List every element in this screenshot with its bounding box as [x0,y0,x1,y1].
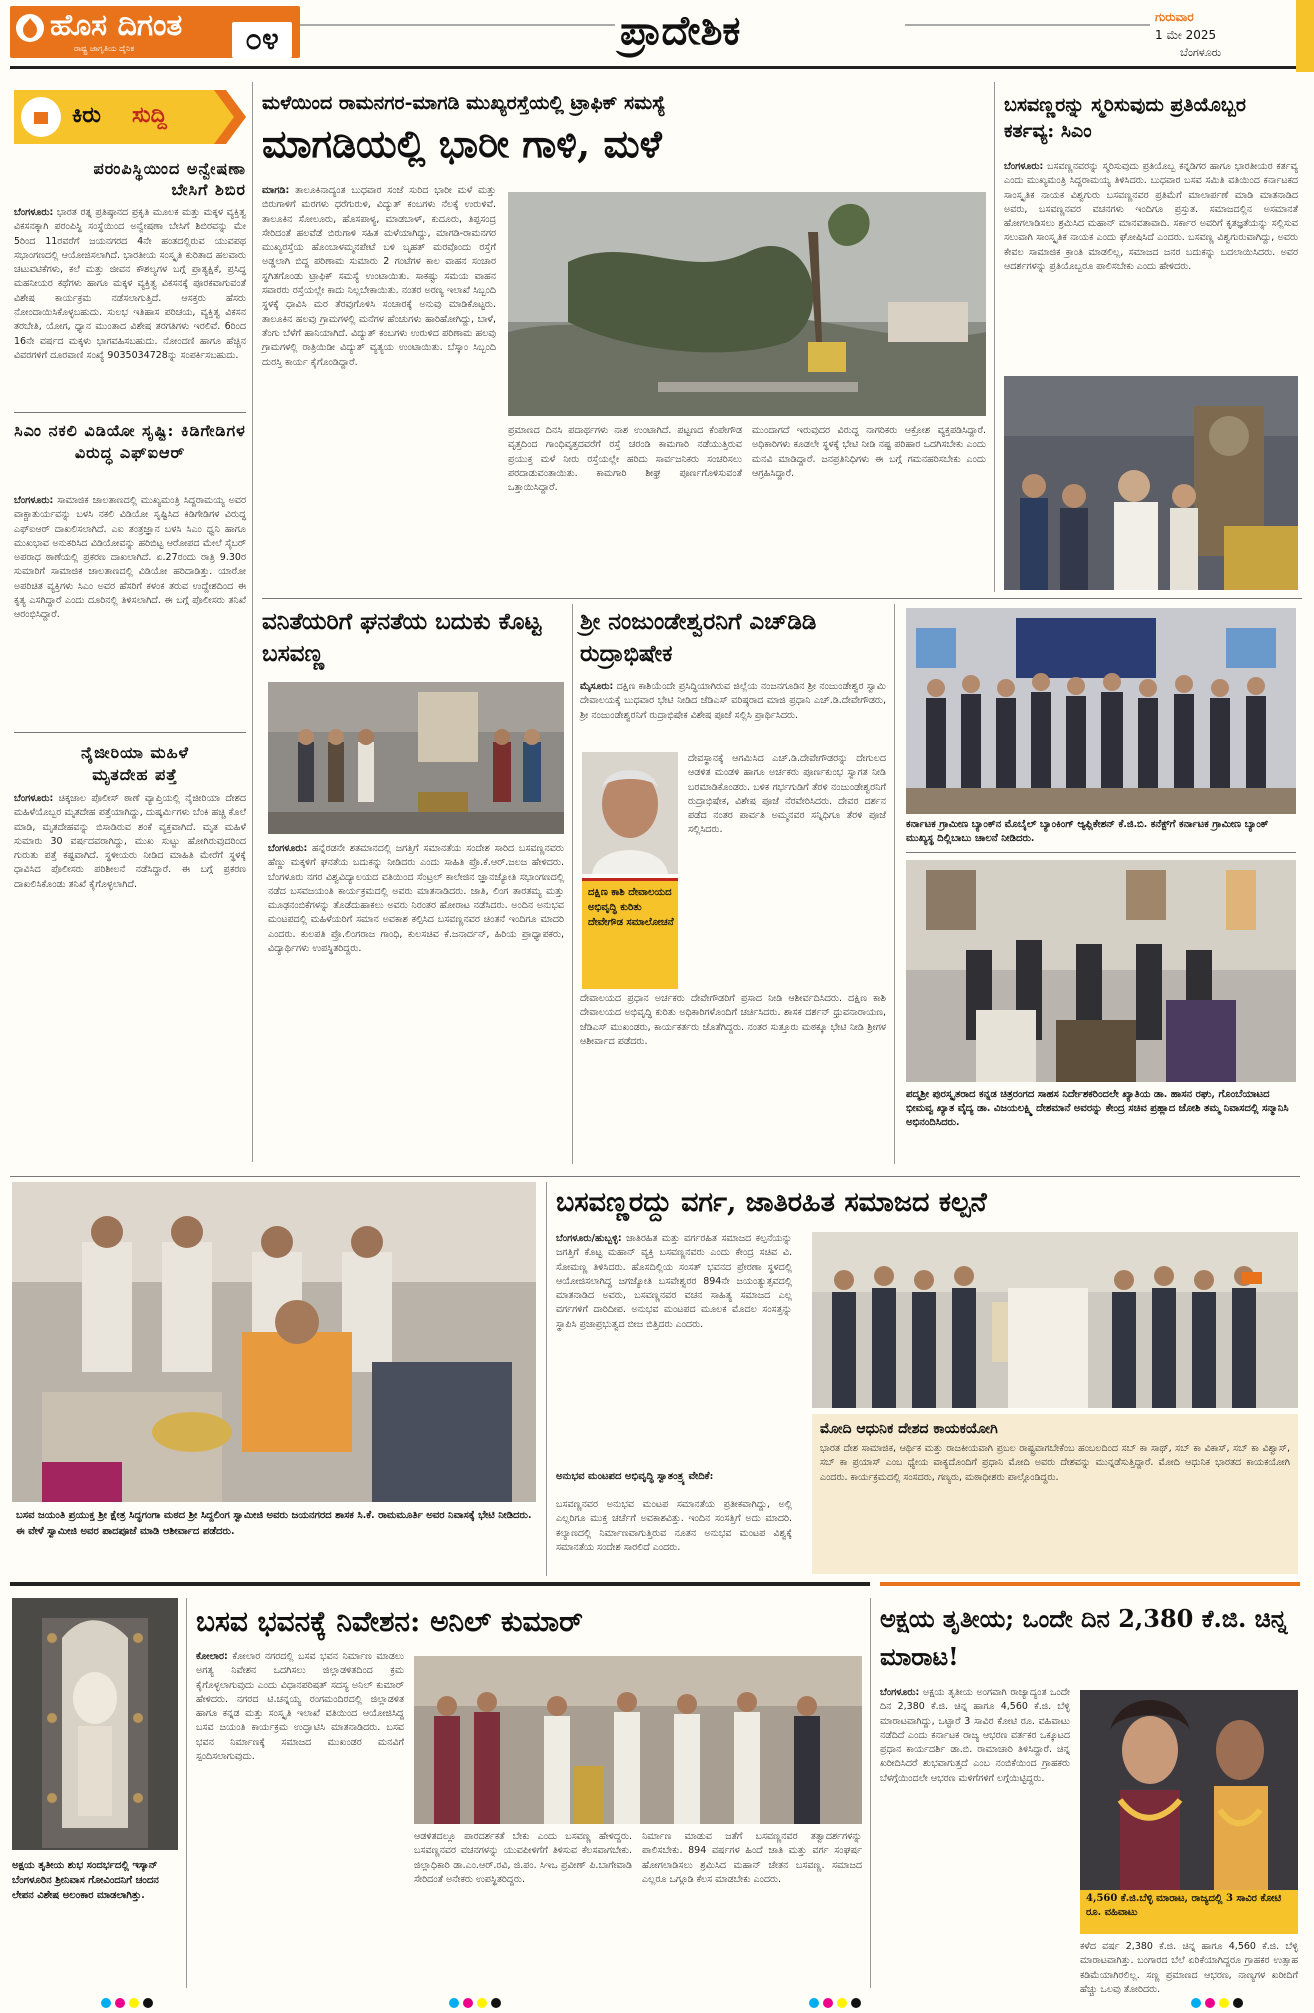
basava-bhavana-text-mid: ಆಡಳಿತದಲ್ಲೂ ಪಾರದರ್ಶಕತೆ ಬೇಕು ಎಂದು ಬಸವಣ್ಣ ಹೇಳಿದ್ದರು. ಬಸವಣ್ಣನವರ ವಚನಗಳನ್ನು ಯುವಪೀಳಿಗೆಗೆ ತಿಳಿಸುವ ಕೆಲಸವಾಗಬೇಕು. ಜಿಲ್ಲಾಧಿಕಾರಿ ಡಾ.ಎಂ.ಆರ್.ರವಿ, ಜಿ.ಪಂ. ಸಿಇಒ ಪ್ರವೀಣ್ ಪಿ.ಬಾಗೇವಾಡಿ ಸೇರಿದಂತೆ ಅನೇಕರು ಉಪಸ್ಥಿತರಿದ್ದರು. [414,1831,632,1885]
brief-2-text: ಸಾಮಾಜಿಕ ಜಾಲತಾಣದಲ್ಲಿ ಮುಖ್ಯಮಂತ್ರಿ ಸಿದ್ದರಾಮಯ್ಯ ಅವರ ವಾಕ್ಚಾತುರ್ಯವನ್ನು ಬಳಸಿ ನಕಲಿ ವಿಡಿಯೋ ಸೃಷ್ಟಿಸಿದ ಕಿಡಿಗೇಡಿಗಳ ವಿರುದ್ಧ ಎಫ್‌ಐಆರ್ ದಾಖಲಿಸಲಾಗಿದೆ. ಎಐ ತಂತ್ರಜ್ಞಾನ ಬಳಸಿ ಸಿಎಂ ಧ್ವನಿ ಹಾಗೂ ಮುಖಭಾವ ಅನುಕರಿಸಿದ ವಿಡಿಯೋವನ್ನು ಹರಿಬಿಟ್ಟ ಆರೋಪದ ಮೇಲೆ ಸೈಬರ್ ಅಪರಾಧ ಠಾಣೆಯಲ್ಲಿ ಪ್ರಕರಣ ದಾಖಲಾಗಿದೆ. ಏ.27ರಂದು ರಾತ್ರಿ 9.30ರ ಸುಮಾರಿಗೆ ಸಾಮಾಜಿಕ ಜಾಲತಾಣದಲ್ಲಿ ವಿಡಿಯೋ ಹರಿದಾಡಿತ್ತು. ಯಾರೋ ಅಪರಿಚಿತ ವ್ಯಕ್ತಿಗಳು ಸಿಎಂ ಅವರ ಹೆಸರಿಗೆ ಕಳಂಕ ತರುವ ಉದ್ದೇಶದಿಂದ ಈ ಕೃತ್ಯ ಎಸಗಿದ್ದಾರೆ ಎಂದು ದೂರಿನಲ್ಲಿ ತಿಳಿಸಲಾಗಿದೆ. ಈ ಬಗ್ಗೆ ಪೊಲೀಸರು ತನಿಖೆ ಆರಂಭಿಸಿದ್ದಾರೆ. [14,495,246,621]
women-event-photo [268,682,564,834]
brief-3-text: ಚಿಕ್ಕಜಾಲ ಪೊಲೀಸ್ ಠಾಣೆ ವ್ಯಾಪ್ತಿಯಲ್ಲಿ ನೈಜೀರಿಯಾ ದೇಶದ ಮಹಿಳೆಯೊಬ್ಬರ ಮೃತದೇಹ ಪತ್ತೆಯಾಗಿದ್ದು, ದುಷ್ಕರ್ಮಿಗಳು ಬೆಂಕಿ ಹಚ್ಚಿ ಕೊಲೆ ಮಾಡಿ, ಮೃತದೇಹವನ್ನು ಬಿಸಾಡಿರುವ ಶಂಕೆ ವ್ಯಕ್ತವಾಗಿದೆ. ಮೃತ ಮಹಿಳೆ ಸುಮಾರು 30 ವರ್ಷದವರಾಗಿದ್ದು, ಮುಖ ಸುಟ್ಟು ಹೋಗಿರುವುದರಿಂದ ಗುರುತು ಪತ್ತೆ ಕಷ್ಟವಾಗಿದೆ. ಸ್ಥಳೀಯರು ನೀಡಿದ ಮಾಹಿತಿ ಮೇರೆಗೆ ಸ್ಥಳಕ್ಕೆ ಧಾವಿಸಿದ ಪೊಲೀಸರು ಪರಿಶೀಲನೆ ನಡೆಸಿದ್ದಾರೆ. ಈ ಬಗ್ಗೆ ಪ್ರಕರಣ ದಾಖಲಿಸಿಕೊಂಡು ತನಿಖೆ ಕೈಗೊಳ್ಳಲಾಗಿದೆ. [14,793,247,890]
edge-tab [1296,0,1314,72]
somanna-dateline: ಬೆಂಗಳೂರು/ಹುಬ್ಬಳ್ಳಿ: [556,1233,622,1244]
lead-text-mid: ಪ್ರಮಾಣದ ದಿನಸಿ ಪದಾರ್ಥಗಳು ನಾಶ ಉಂಟಾಗಿದೆ. ಪಟ್ಟಣದ ಕೆಂಪೇಗೌಡ ವೃತ್ತದಿಂದ ಗಾಂಧಿವೃತ್ತದವರೆಗೆ ರಸ್ತೆ ಚರಂಡಿ ಕಾಮಗಾರಿ ನಡೆಯುತ್ತಿರುವ ಪ್ರಯುಕ್ತ ಮಳೆ ನೀರು ರಸ್ತೆಯಲ್ಲೇ ಹರಿದು ಸಾರ್ವಜನಿಕರು ಸಂಚರಿಸಲು ಪರದಾಡುವಂತಾಯಿತು. ಕಾಮಗಾರಿ ಶೀಘ್ರ ಪೂರ್ಣಗೊಳಿಸುವಂತೆ ಒತ್ತಾಯಿಸಿದ್ದಾರೆ. [508,425,742,494]
padmashri-caption: ಪದ್ಮಶ್ರೀ ಪುರಸ್ಕೃತರಾದ ಕನ್ನಡ ಚಿತ್ರರಂಗದ ಸಾಹಸ ನಿರ್ದೇಶಕರಿಂದಲೇ ಖ್ಯಾತಿಯ ಡಾ. ಹಾಸನ ರಘು, ಗೊಂಬೆಯಾಟದ ಭೀಮವ್ವ ಖ್ಯಾತ ವೈದ್ಯ ಡಾ. ವಿಜಯಲಕ್ಷ್ಮಿ ದೇಶಮಾನೆ ಅವರನ್ನು ಕೇಂದ್ರ ಸಚಿವ ಪ್ರಹ್ಲಾದ ಜೋಶಿ ತಮ್ಮ ನಿವಾಸದಲ್ಲಿ ಸನ್ಮಾನಿಸಿ ಅಭಿನಂದಿಸಿದರು. [906,1089,1289,1128]
brand-name: ಹೊಸ ದಿಗಂತ [50,8,183,43]
registration-marks-far-right [1190,1994,1246,2013]
hdd-portrait-photo [582,752,678,874]
brief-2-body [14,494,246,726]
bottom-color-bar-left [10,1582,870,1586]
gold-dateline: ಬೆಂಗಳೂರು: [880,1687,920,1698]
brief-3-body [14,792,246,932]
registration-marks-center [448,1994,504,2013]
modi-text: ಭಾರತ ದೇಶ ಸಾಮಾಜಿಕ, ಆರ್ಥಿಕ ಮತ್ತು ರಾಜಕೀಯವಾಗಿ ಪ್ರಬಲ ರಾಷ್ಟ್ರವಾಗಬೇಕೆಂಬ ಹಂಬಲದಿಂದ ಸಬ್ ಕಾ ಸಾಥ್, ಸಬ್ ಕಾ ವಿಕಾಸ್, ಸಬ್ ಕಾ ವಿಶ್ವಾಸ್, ಸಬ್ ಕಾ ಪ್ರಯಾಸ್ ಎಂಬ ಧ್ಯೇಯ ವಾಕ್ಯದೊಂದಿಗೆ ಪ್ರಧಾನಿ ಮೋದಿ ಅವರು ದೇಶವನ್ನು ಮುನ್ನಡೆಸುತ್ತಿದ್ದಾರೆ. ಮೋದಿ ಆಧುನಿಕ ಭಾರತದ ಕಾಯಕಯೋಗಿ ಎಂದರು. ಕಾರ್ಯಕ್ರಮದಲ್ಲಿ ಸಂಸದರು, ಗಣ್ಯರು, ಮಠಾಧೀಶರು ಪಾಲ್ಗೊಂಡಿದ್ದರು. [820,1443,1290,1483]
women-text: ಹನ್ನೆರಡನೇ ಶತಮಾನದಲ್ಲಿ ಜಗತ್ತಿಗೆ ಸಮಾನತೆಯ ಸಂದೇಶ ಸಾರಿದ ಬಸವಣ್ಣನವರು ಹೆಣ್ಣು ಮಕ್ಕಳಿಗೆ ಘನತೆಯ ಬದುಕನ್ನು ನೀಡಿದರು ಎಂದು ಸಾಹಿತಿ ಪ್ರೊ.ಕೆ.ಆರ್.ಜಲಜ ಹೇಳಿದರು. ಬೆಂಗಳೂರು ನಗರ ವಿಶ್ವವಿದ್ಯಾಲಯದ ವತಿಯಿಂದ ಸೆಂಟ್ರಲ್ ಕಾಲೇಜಿನ ಜ್ಞಾನಜ್ಯೋತಿ ಸಭಾಂಗಣದಲ್ಲಿ ನಡೆದ ಬಸವಜಯಂತಿ ಕಾರ್ಯಕ್ರಮದಲ್ಲಿ ಅವರು ಮಾತನಾಡಿದರು. ಜಾತಿ, ಲಿಂಗ ತಾರತಮ್ಯ ಮತ್ತು ಮೂಢನಂಬಿಕೆಗಳನ್ನು ತೊಡೆದುಹಾಕಲು ಅವರು ನಿರಂತರ ಹೋರಾಟ ನಡೆಸಿದರು. ಅಂದಿನ ಅನುಭವ ಮಂಟಪದಲ್ಲಿ ಮಹಿಳೆಯರಿಗೆ ಸಮಾನ ಅವಕಾಶ ಕಲ್ಪಿಸಿದ ಬಸವಣ್ಣನವರ ಚಿಂತನೆ ಇಂದಿಗೂ ಮಾದರಿ ಎಂದರು. ಕುಲಪತಿ ಪ್ರೊ.ಲಿಂಗರಾಜ ಗಾಂಧಿ, ಕುಲಸಚಿವ ಕೆ.ಜನಾರ್ದನ್, ಹಿರಿಯ ಪ್ರಾಧ್ಯಾಪಕರು, ವಿದ್ಯಾರ್ಥಿಗಳು ಉಪಸ್ಥಿತರಿದ್ದರು. [268,843,564,955]
basava-bhavana-text-right: ನಿರ್ಮಾಣ ಮಾಡುವ ಜತೆಗೆ ಬಸವಣ್ಣನವರ ತತ್ವಾದರ್ಶಗಳನ್ನು ಪಾಲಿಸಬೇಕು. 894 ವರ್ಷಗಳ ಹಿಂದೆ ಜಾತಿ ಮತ್ತು ವರ್ಗ ಸಂಘರ್ಷ ಹೋಗಲಾಡಿಸಲು ಶ್ರಮಿಸಿದ ಮಹಾನ್ ಚೇತನ ಬಸವಣ್ಣ. ಸಮಾಜದ ಎಲ್ಲರೂ ಒಗ್ಗೂಡಿ ಕೆಲಸ ಮಾಡಬೇಕು ಎಂದರು. [642,1831,862,1885]
cm-body [1004,160,1298,370]
brief-2-dateline: ಬೆಂಗಳೂರು: [14,495,54,506]
registration-marks-left [100,1994,156,2013]
brief-1-text: ಭಾರತ ರತ್ನ ಪ್ರತಿಷ್ಠಾನದ ಪ್ರಕೃತಿ ಮೂಲಕ ಮತ್ತು ಮಕ್ಕಳ ವ್ಯಕ್ತಿತ್ವ ವಿಕಸನಕ್ಕಾಗಿ ಪರಂಪಿಸ್ಥಿ ಸಂಸ್ಥೆಯಿಂದ ಅನ್ವೇಷಣಾ ಬೇಸಿಗೆ ಶಿಬಿರವನ್ನು ಮೇ 5ರಿಂದ 11ರವರೆಗೆ ಜಯನಗರದ 4ನೇ ಹಂತದಲ್ಲಿರುವ ಯುವಪಥ ಸಭಾಂಗಣದಲ್ಲಿ ಆಯೋಜಿಸಲಾಗಿದೆ. ಭಾರತೀಯ ಸಂಸ್ಕೃತಿ ಕುರಿತಾದ ಹಲವಾರು ಚಟುವಟಿಕೆಗಳು, ಕಲೆ ಮತ್ತು ಜೀವನ ಕೌಶಲ್ಯಗಳ ಬಗ್ಗೆ ಪ್ರಾತ್ಯಕ್ಷಿಕೆ, ಪ್ರಸಿದ್ಧ ಮಹನೀಯರ ಕಥೆಗಳು ಹಾಗೂ ಮಕ್ಕಳ ವ್ಯಕ್ತಿತ್ವ ವಿಕಸನಕ್ಕೆ ಪೂರಕವಾಗುವಂತೆ ವಿಶೇಷ ಕಾರ್ಯಕ್ರಮ ನಡೆಸಲಾಗುತ್ತಿದೆ. ಆಸಕ್ತರು ಹೆಸರು ನೋಂದಾಯಿಸಿಕೊಳ್ಳಬಹುದು. ಸುಲಭ ಇತಿಹಾಸ ಪರಿಚಯ, ವ್ಯಕ್ತಿತ್ವ ವಿಕಸನ ತರಬೇತಿ, ಯೋಗ, ಧ್ಯಾನ ಮುಂತಾದ ವಿಶೇಷ ತರಗತಿಗಳು ಇರಲಿವೆ. 6ರಿಂದ 16ನೇ ವರ್ಷದ ಮಕ್ಕಳು ಭಾಗವಹಿಸಬಹುದು. ನೋಂದಣಿ ಹಾಗೂ ಹೆಚ್ಚಿನ ವಿವರಗಳಿಗೆ ದೂರವಾಣಿ ಸಂಖ್ಯೆ 9035034728ನ್ನು ಸಂಪರ್ಕಿಸಬಹುದು. [14,207,246,361]
brief-3-dateline: ಬೆಂಗಳೂರು: [14,793,54,804]
lead-body-left [262,184,496,592]
modi-box [812,1414,1298,1574]
somanna-text: ಜಾತಿರಹಿತ ಮತ್ತು ವರ್ಗರಹಿತ ಸಮಾಜದ ಕಲ್ಪನೆಯನ್ನು ಜಗತ್ತಿಗೆ ಕೊಟ್ಟ ಮಹಾನ್ ವ್ಯಕ್ತಿ ಬಸವಣ್ಣನವರು ಎಂದು ಕೇಂದ್ರ ಸಚಿವ ವಿ. ಸೋಮಣ್ಣ ತಿಳಿಸಿದರು. ಹೊಸದಿಲ್ಲಿಯ ಸಂಸತ್ ಭವನದ ಪ್ರೇರಣಾ ಸ್ಥಳದಲ್ಲಿ ಆಯೋಜಿಸಲಾಗಿದ್ದ ಜಗಜ್ಯೋತಿ ಬಸವೇಶ್ವರರ 894ನೇ ಜಯಂತ್ಯುತ್ಸವದಲ್ಲಿ ಮಾತನಾಡಿದ ಅವರು, ಬಸವಣ್ಣನವರ ವಚನ ಸಾಹಿತ್ಯ ಸಮಾಜದ ಎಲ್ಲ ವರ್ಗಗಳಿಗೆ ದಾರಿದೀಪ. ಅನುಭವ ಮಂಟಪದ ಮೂಲಕ ಮೊದಲ ಸಂಸತ್ತನ್ನು ಸ್ಥಾಪಿಸಿ ಪ್ರಜಾಪ್ರಭುತ್ವದ ಬೀಜ ಬಿತ್ತಿದರು ಎಂದರು. [556,1233,792,1330]
row-divider-2 [10,1176,1300,1177]
somanna-subhead: ಅನುಭವ ಮಂಟಪದ ಅಭಿವೃದ್ಧಿ ಸ್ವಾತಂತ್ರ್ಯ ವೇದಿಕೆ: [556,1471,714,1482]
basava-bhavana-body-right [642,1830,862,1988]
hdd-quote-box [582,878,678,989]
somanna-text-2: ಬಸವಣ್ಣನವರ ಅನುಭವ ಮಂಟಪ ಸಮಾನತೆಯ ಪ್ರತೀಕವಾಗಿದ್ದು, ಅಲ್ಲಿ ಎಲ್ಲರಿಗೂ ಮುಕ್ತ ಚರ್ಚೆಗೆ ಅವಕಾಶವಿತ್ತು. ಇಂದಿನ ಸಂಸತ್ತಿಗೆ ಅದು ಮಾದರಿ. ಕಲ್ಯಾಣದಲ್ಲಿ ನಿರ್ಮಾಣವಾಗುತ್ತಿರುವ ನೂತನ ಅನುಭವ ಮಂಟಪ ವಿಶ್ವಕ್ಕೆ ಸಮಾನತೆಯ ಸಂದೇಶ ಸಾರಲಿದೆ ಎಂದರು. [556,1499,792,1553]
hdd-body-top [580,680,886,746]
cm-headline: ಬಸವಣ್ಣರನ್ನು ಸ್ಮರಿಸುವುದು ಪ್ರತಿಯೊಬ್ಬರ ಕರ್ತವ್ಯ: ಸಿಎಂ [1004,94,1246,142]
page-number: ೦೪ [232,22,292,58]
lead-headline: ಮಾಗಡಿಯಲ್ಲಿ ಭಾರೀ ಗಾಳಿ, ಮಳೆ [262,121,662,166]
col-divider-hdd [894,604,895,1164]
brief-label-a: ಕಿರು [72,102,101,128]
gold-pull-text: 4,560 ಕೆ.ಜಿ.ಬೆಳ್ಳಿ ಮಾರಾಟ, ರಾಜ್ಯದಲ್ಲಿ 3 ಸಾವಿರ ಕೋಟಿ ರೂ. ವಹಿವಾಟು [1086,1893,1282,1918]
issue-day: ಗುರುವಾರ [1155,10,1194,24]
masthead [0,0,1314,74]
basava-bhavana-text-left: ಕೋಲಾರ ನಗರದಲ್ಲಿ ಬಸವ ಭವನ ನಿರ್ಮಾಣ ಮಾಡಲು ಅಗತ್ಯ ನಿವೇಶನ ಒದಗಿಸಲು ಜಿಲ್ಲಾಡಳಿತದಿಂದ ಕ್ರಮ ಕೈಗೊಳ್ಳಲಾಗುವುದು ಎಂದು ವಿಧಾನಪರಿಷತ್ ಸದಸ್ಯ ಅನಿಲ್ ಕುಮಾರ್ ಹೇಳಿದರು. ನಗರದ ಟಿ.ಚನ್ನಯ್ಯ ರಂಗಮಂದಿರದಲ್ಲಿ ಜಿಲ್ಲಾಡಳಿತ ಹಾಗೂ ಕನ್ನಡ ಮತ್ತು ಸಂಸ್ಕೃತಿ ಇಲಾಖೆ ವತಿಯಿಂದ ಆಯೋಜಿಸಿದ್ದ ಬಸವ ಜಯಂತಿ ಕಾರ್ಯಕ್ರಮ ಉದ್ಘಾಟಿಸಿ ಮಾತನಾಡಿದರು. ಬಸವ ಭವನ ನಿರ್ಮಾಣಕ್ಕೆ ಸಮಾಜದ ಮುಖಂಡರ ಮನವಿಗೆ ಸ್ಪಂದಿಸಲಾಗುವುದು. [196,1651,404,1763]
cm-tribute-photo [1004,376,1298,590]
women-headline: ವನಿತೆಯರಿಗೆ ಘನತೆಯ ಬದುಕು ಕೊಟ್ಟ ಬಸವಣ್ಣ [262,608,542,667]
gold-pull-box [1080,1890,1298,1934]
cm-dateline: ಬೆಂಗಳೂರು: [1004,161,1044,172]
modi-title: ಮೋದಿ ಆಧುನಿಕ ದೇಶದ ಕಾಯಕಯೋಗಿ [820,1421,998,1437]
somanna-event-photo [812,1232,1298,1408]
logo-emblem-icon [16,14,44,42]
lead-storm-photo [508,192,986,416]
lead-dateline: ಮಾಗಡಿ: [262,185,290,196]
bottom-color-bar-right [880,1582,1300,1586]
col-divider-women [572,604,573,1164]
seer-visit-photo [12,1182,536,1502]
col-divider-left [252,82,253,1162]
brief-divider-1 [14,412,246,413]
masthead-bottom-rule [10,66,1296,69]
registration-marks-right [808,1994,864,2013]
brief-3-title: ನೈಜೀರಿಯಾ ಮಹಿಳೆ ಮೃತದೇಹ ಪತ್ತೆ [81,743,189,784]
hdd-text-bottom: ದೇವಾಲಯದ ಪ್ರಧಾನ ಅರ್ಚಕರು ದೇವೇಗೌಡರಿಗೆ ಪ್ರಸಾದ ನೀಡಿ ಆಶೀರ್ವದಿಸಿದರು. ದಕ್ಷಿಣ ಕಾಶಿ ದೇವಾಲಯದ ಅಭಿವೃದ್ಧಿ ಕುರಿತು ಅಧಿಕಾರಿಗಳೊಂದಿಗೆ ಚರ್ಚಿಸಿದರು. ಶಾಸಕ ದರ್ಶನ್ ಧ್ರುವನಾರಾಯಣ, ಜೆಡಿಎಸ್ ಮುಖಂಡರು, ಕಾರ್ಯಕರ್ತರು ಜೊತೆಗಿದ್ದರು. ನಂತರ ಸುತ್ತೂರು ಮಠಕ್ಕೂ ಭೇಟಿ ನೀಡಿ ಶ್ರೀಗಳ ಆಶೀರ್ವಾದ ಪಡೆದರು. [580,993,886,1047]
brief-column [10,82,248,1172]
seer-caption: ಬಸವ ಜಯಂತಿ ಪ್ರಯುಕ್ತ ಶ್ರೀ ಕ್ಷೇತ್ರ ಸಿದ್ಧಗಂಗಾ ಮಠದ ಶ್ರೀ ಸಿದ್ದಲಿಂಗ ಸ್ವಾಮೀಜಿ ಅವರು ಜಯನಗರದ ಶಾಸಕ ಸಿ.ಕೆ. ರಾಮಮೂರ್ತಿ ಅವರ ನಿವಾಸಕ್ಕೆ ಭೇಟಿ ನೀಡಿದರು. ಈ ವೇಳೆ ಸ್ವಾಮೀಜಿ ಅವರ ಪಾದಪೂಜೆ ಮಾಡಿ ಆಶೀರ್ವಾದ ಪಡೆದರು. [16,1510,532,1537]
brief-chevron-icon [14,90,246,144]
col-divider-gold [870,1598,871,1988]
somanna-body-2 [556,1498,792,1574]
issue-city: ಬೆಂಗಳೂರು [1180,46,1222,59]
gold-jewellery-photo [1080,1690,1298,1890]
gold-text: ಅಕ್ಷಯ ತೃತೀಯ ಅಂಗವಾಗಿ ರಾಜ್ಯಾದ್ಯಂತ ಒಂದೇ ದಿನ 2,380 ಕೆ.ಜಿ. ಚಿನ್ನ ಹಾಗೂ 4,560 ಕೆ.ಜಿ. ಬೆಳ್ಳಿ ಮಾರಾಟವಾಗಿದ್ದು, ಒಟ್ಟಾರೆ 3 ಸಾವಿರ ಕೋಟಿ ರೂ. ವಹಿವಾಟು ನಡೆದಿದೆ ಎಂದು ಕರ್ನಾಟಕ ರಾಜ್ಯ ಆಭರಣ ವರ್ತಕರ ಒಕ್ಕೂಟದ ಪ್ರಧಾನ ಕಾರ್ಯದರ್ಶಿ ಡಾ.ಬಿ. ರಾಮಾಚಾರಿ ತಿಳಿಸಿದ್ದಾರೆ. ಚಿನ್ನ ಖರೀದಿಸಿದರೆ ಶುಭವಾಗುತ್ತದೆ ಎಂಬ ನಂಬಿಕೆಯಿಂದ ಗ್ರಾಹಕರು ಬೆಳಗ್ಗೆಯಿಂದಲೇ ಆಭರಣ ಮಳಿಗೆಗಳಿಗೆ ಲಗ್ಗೆಯಿಟ್ಟಿದ್ದರು. [880,1687,1070,1784]
col-divider-akshaya [186,1598,187,1988]
lead-text-left: ತಾಲೂಕಿನಾದ್ಯಂತ ಬುಧವಾರ ಸಂಜೆ ಸುರಿದ ಭಾರೀ ಮಳೆ ಮತ್ತು ಬಿರುಗಾಳಿಗೆ ಮರಗಳು ಧರೆಗುರುಳಿ, ವಿದ್ಯುತ್ ಕಂಬಗಳು ನೆಲಕ್ಕೆ ಉರುಳಿವೆ. ತಾಲೂಕಿನ ಸೋಲೂರು, ಹೊಸಪಾಳ್ಯ, ಮಾಡಬಾಳ್, ಕುದೂರು, ತಿಪ್ಪಸಂದ್ರ ಸೇರಿದಂತೆ ಹಲವೆಡೆ ಬಿರುಗಾಳಿ ಸಹಿತ ಮಳೆಯಾಗಿದ್ದು, ಮಾಗಡಿ-ರಾಮನಗರ ಮುಖ್ಯರಸ್ತೆಯ ಹೊಂಬಾಳಮ್ಮನಪೇಟೆ ಬಳಿ ಬೃಹತ್ ಮರವೊಂದು ರಸ್ತೆಗೆ ಅಡ್ಡಲಾಗಿ ಬಿದ್ದ ಪರಿಣಾಮ ಸುಮಾರು 2 ಗಂಟೆಗಳ ಕಾಲ ವಾಹನ ಸಂಚಾರ ಸ್ಥಗಿತಗೊಂಡು ಟ್ರಾಫಿಕ್ ಸಮಸ್ಯೆ ಉಂಟಾಯಿತು. ಸಾಕಷ್ಟು ಸಮಯ ವಾಹನ ಸವಾರರು ರಸ್ತೆಯಲ್ಲೇ ಕಾದು ನಿಲ್ಲಬೇಕಾಯಿತು. ನಂತರ ಅರಣ್ಯ ಇಲಾಖೆ ಸಿಬ್ಬಂದಿ ಸ್ಥಳಕ್ಕೆ ಧಾವಿಸಿ ಮರ ತೆರವುಗೊಳಿಸಿ ಸಂಚಾರಕ್ಕೆ ಅನುವು ಮಾಡಿಕೊಟ್ಟರು. ತಾಲೂಕಿನ ಹಲವು ಗ್ರಾಮಗಳಲ್ಲಿ ಮನೆಗಳ ಹೆಂಚುಗಳು ಹಾರಿಹೋಗಿದ್ದು, ಬಾಳೆ, ತೆಂಗು ಬೆಳೆಗೆ ಹಾನಿಯಾಗಿದೆ. ವಿದ್ಯುತ್ ಕಂಬಗಳು ಉರುಳಿದ ಪರಿಣಾಮ ಹಲವು ಗ್ರಾಮಗಳಲ್ಲಿ ರಾತ್ರಿಯಿಡೀ ವಿದ್ಯುತ್ ವ್ಯತ್ಯಯ ಉಂಟಾಯಿತು. ಬೆಸ್ಕಾಂ ಸಿಬ್ಬಂದಿ ದುರಸ್ತಿ ಕಾರ್ಯ ಕೈಗೊಂಡಿದ್ದಾರೆ. [262,185,496,368]
brief-1-body [14,206,246,406]
lead-kicker: ಮಳೆಯಿಂದ ರಾಮನಗರ-ಮಾಗಡಿ ಮುಖ್ಯರಸ್ತೆಯಲ್ಲಿ ಟ್ರಾಫಿಕ್ ಸಮಸ್ಯೆ [262,92,666,114]
kgb-caption: ಕರ್ನಾಟಕ ಗ್ರಾಮೀಣ ಬ್ಯಾಂಕ್‌ನ ಮೊಬೈಲ್ ಬ್ಯಾಂಕಿಂಗ್ ಆ್ಯಪ್ಲಿಕೇಶನ್ ಕೆ.ಜಿ.ಬಿ. ಕನೆಕ್ಟ್‌ಗೆ ಕರ್ನಾಟಕ ಗ್ರಾಮೀಣ ಬ್ಯಾಂಕ್ ಮುಖ್ಯಸ್ಥ ದಿಲ್ಲಿಬಾಬು ಚಾಲನೆ ನೀಡಿದರು. [906,819,1269,844]
lead-body-mid [508,424,742,594]
gold-body-2 [1080,1940,1298,1995]
somanna-body [556,1232,792,1468]
akshaya-temple-photo [12,1598,178,1850]
padmashri-photo [906,860,1296,1082]
brief-badge [14,90,246,144]
row-divider-1 [262,598,1302,599]
brand-tagline: ರಾಷ್ಟ್ರ ಜಾಗೃತಿಯ ದೈನಿಕ [74,44,135,53]
cm-text: ಬಸವಣ್ಣನವರನ್ನು ಸ್ಮರಿಸುವುದು ಪ್ರತಿಯೊಬ್ಬ ಕನ್ನಡಿಗರ ಹಾಗೂ ಭಾರತೀಯರ ಕರ್ತವ್ಯ ಎಂದು ಮುಖ್ಯಮಂತ್ರಿ ಸಿದ್ದರಾಮಯ್ಯ ತಿಳಿಸಿದರು. ಬುಧವಾರ ಬಸವ ಸಮಿತಿ ವತಿಯಿಂದ ಕರ್ನಾಟಕದ ಸಾಂಸ್ಕೃತಿಕ ನಾಯಕ ವಿಶ್ವಗುರು ಬಸವಣ್ಣನವರ ಪ್ರತಿಮೆಗೆ ಮಾಲಾರ್ಪಣೆ ಮಾಡಿ ಮಾತನಾಡಿದ ಅವರು, ಬಸವಣ್ಣನವರ ವಚನಗಳು ಇಂದಿಗೂ ಪ್ರಸ್ತುತ. ಸಮಾಜದಲ್ಲಿನ ಅಸಮಾನತೆ ಹೋಗಲಾಡಿಸಲು ಶ್ರಮಿಸಿದ ಮಹಾನ್ ಮಾನವತಾವಾದಿ. ಸರ್ಕಾರ ಅವರಿಗೆ ಕೃತಜ್ಞತೆಯನ್ನು ಸಲ್ಲಿಸುವ ಸಲುವಾಗಿ ಸಾಂಸ್ಕೃತಿಕ ನಾಯಕ ಎಂದು ಘೋಷಿಸಿದೆ ಎಂದರು. ಬಸವಣ್ಣ ವಿಶ್ವಗುರುವಾಗಿದ್ದು, ಅವರು ಕೇವಲ ಸಾಮಾಜಿಕ ಕ್ರಾಂತಿ ಮಾಡಲಿಲ್ಲ, ಸಮಾಜದ ಜನರ ಬದುಕನ್ನು ಬದಲಾಯಿಸಿದರು. ಅವರ ಆದರ್ಶಗಳನ್ನು ಪ್ರತಿಯೊಬ್ಬರೂ ಪಾಲಿಸಬೇಕು ಎಂದು ಹೇಳಿದರು. [1004,161,1298,273]
hdd-body-bottom [580,992,886,1168]
basava-bhavana-body-left [196,1650,404,1988]
basava-bhavana-headline: ಬಸವ ಭವನಕ್ಕೆ ನಿವೇಶನ: ಅನಿಲ್ ಕುಮಾರ್ [196,1605,583,1638]
basava-bhavana-dateline: ಕೋಲಾರ: [196,1651,228,1662]
hdd-quote-text: ದಕ್ಷಿಣ ಕಾಶಿ ದೇವಾಲಯದ ಅಭಿವೃದ್ಧಿ ಕುರಿತು ದೇವೇಗೌಡ ಸಮಾಲೋಚನೆ [588,887,674,928]
brief-2-title: ಸಿಎಂ ನಕಲಿ ವಿಡಿಯೋ ಸೃಷ್ಟಿ: ಕಿಡಿಗೇಡಿಗಳ ವಿರುದ್ಧ ಎಫ್‌ಐಆರ್ [14,421,246,462]
issue-date: 1 ಮೇ 2025 [1155,28,1217,42]
kgb-divider [906,852,1296,853]
hdd-body-right [688,752,886,986]
hdd-headline: ಶ್ರೀ ನಂಜುಂಡೇಶ್ವರನಿಗೆ ಎಚ್‌ಡಿಡಿ ರುದ್ರಾಭಿಷೇಕ [580,608,817,667]
hdd-text-right: ದೇವಸ್ಥಾನಕ್ಕೆ ಆಗಮಿಸಿದ ಎಚ್.ಡಿ.ದೇವೇಗೌಡರನ್ನು ದೇಗುಲದ ಆಡಳಿತ ಮಂಡಳಿ ಹಾಗೂ ಅರ್ಚಕರು ಪೂರ್ಣಕುಂಭ ಸ್ವಾಗತ ನೀಡಿ ಬರಮಾಡಿಕೊಂಡರು. ಬಳಿಕ ಗರ್ಭಗುಡಿಗೆ ತೆರಳಿ ನಂಜುಂಡೇಶ್ವರನಿಗೆ ರುದ್ರಾಭಿಷೇಕ, ವಿಶೇಷ ಪೂಜೆ ನೆರವೇರಿಸಿದರು. ದೇವರ ದರ್ಶನ ಪಡೆದ ನಂತರ ಪಾರ್ವತಿ ಅಮ್ಮನವರ ಸನ್ನಿಧಿಗೂ ತೆರಳಿ ಪೂಜೆ ಸಲ್ಲಿಸಿದರು. [688,753,886,836]
women-dateline: ಬೆಂಗಳೂರು: [268,843,308,854]
hdd-dateline: ಮೈಸೂರು: [580,681,614,692]
akshaya-caption: ಅಕ್ಷಯ ತೃತೀಯ ಶುಭ ಸಂದರ್ಭದಲ್ಲಿ ಇಸ್ಕಾನ್ ಬೆಂಗಳೂರಿನ ಶ್ರೀನಿವಾಸ ಗೋವಿಂದನಿಗೆ ಚಂದನ ಲೇಪನ ವಿಶೇಷ ಅಲಂಕಾರ ಮಾಡಲಾಗಿತ್ತು. [12,1860,159,1901]
gold-text-2: ಕಳೆದ ವರ್ಷ 2,380 ಕೆ.ಜಿ. ಚಿನ್ನ ಹಾಗೂ 4,560 ಕೆ.ಜಿ. ಬೆಳ್ಳಿ ಮಾರಾಟವಾಗಿತ್ತು. ಬಂಗಾರದ ಬೆಲೆ ಏರಿಕೆಯಾಗಿದ್ದರೂ ಗ್ರಾಹಕರ ಉತ್ಸಾಹ ಕಡಿಮೆಯಾಗಿರಲಿಲ್ಲ. ಸಣ್ಣ ಪ್ರಮಾಣದ ಆಭರಣ, ನಾಣ್ಯಗಳ ಖರೀದಿಗೆ ಹೆಚ್ಚು ಒಲವು ತೋರಿದರು. [1080,1941,1298,1995]
basava-bhavana-photo [414,1656,862,1824]
col-divider-seer [546,1182,547,1576]
gold-body [880,1686,1070,1988]
women-body [268,842,564,1168]
basava-bhavana-body-mid [414,1830,632,1988]
brief-label-b: ಸುದ್ದಿ [132,102,167,128]
brief-1-title: ಪರಂಪಿಸ್ಥಿಯಿಂದ ಅನ್ವೇಷಣಾ ಬೇಸಿಗೆ ಶಿಬಿರ [93,159,246,199]
kgb-launch-photo [906,608,1296,814]
masthead-rule-right [905,24,1150,26]
brief-divider-2 [14,732,246,733]
hdd-text-top: ದಕ್ಷಿಣ ಕಾಶಿಯೆಂದೇ ಪ್ರಸಿದ್ಧಿಯಾಗಿರುವ ಜಿಲ್ಲೆಯ ನಂಜನಗೂಡಿನ ಶ್ರೀ ನಂಜುಂಡೇಶ್ವರ ಸ್ವಾಮಿ ದೇವಾಲಯಕ್ಕೆ ಬುಧವಾರ ಭೇಟಿ ನೀಡಿದ ಜೆಡಿಎಸ್ ವರಿಷ್ಠರಾದ ಮಾಜಿ ಪ್ರಧಾನಿ ಎಚ್.ಡಿ.ದೇವೇಗೌಡರು, ಶ್ರೀ ನಂಜುಂಡೇಶ್ವರನಿಗೆ ರುದ್ರಾಭಿಷೇಕ ವಿಶೇಷ ಪೂಜೆ ಸಲ್ಲಿಸಿ ಪ್ರಾರ್ಥಿಸಿದರು. [580,681,886,721]
lead-text-right: ಮುಂದಾಗದೆ ಇರುವುದರ ವಿರುದ್ಧ ನಾಗರಿಕರು ಆಕ್ರೋಶ ವ್ಯಕ್ತಪಡಿಸಿದ್ದಾರೆ. ಅಧಿಕಾರಿಗಳು ಕೂಡಲೇ ಸ್ಥಳಕ್ಕೆ ಭೇಟಿ ನೀಡಿ ನಷ್ಟ ಪರಿಹಾರ ಒದಗಿಸಬೇಕು ಎಂದು ಮನವಿ ಮಾಡಿದ್ದಾರೆ. ಜನಪ್ರತಿನಿಧಿಗಳು ಈ ಬಗ್ಗೆ ಗಮನಹರಿಸಬೇಕು ಎಂದು ಆಗ್ರಹಿಸಿದ್ದಾರೆ. [752,425,986,479]
section-title: ಪ್ರಾದೇಶಿಕ [620,7,741,54]
lead-body-right [752,424,986,594]
brief-1-dateline: ಬೆಂಗಳೂರು: [14,207,54,218]
masthead-rule [300,24,615,26]
somanna-headline: ಬಸವಣ್ಣರದ್ದು ವರ್ಗ, ಜಾತಿರಹಿತ ಸಮಾಜದ ಕಲ್ಪನೆ [556,1187,987,1218]
col-divider-lead [994,82,995,592]
gold-headline: ಅಕ್ಷಯ ತೃತೀಯ; ಒಂದೇ ದಿನ 2,380 ಕೆ.ಜಿ. ಚಿನ್ನ ಮಾರಾಟ! [880,1604,1288,1671]
modi-body [820,1442,1290,1568]
